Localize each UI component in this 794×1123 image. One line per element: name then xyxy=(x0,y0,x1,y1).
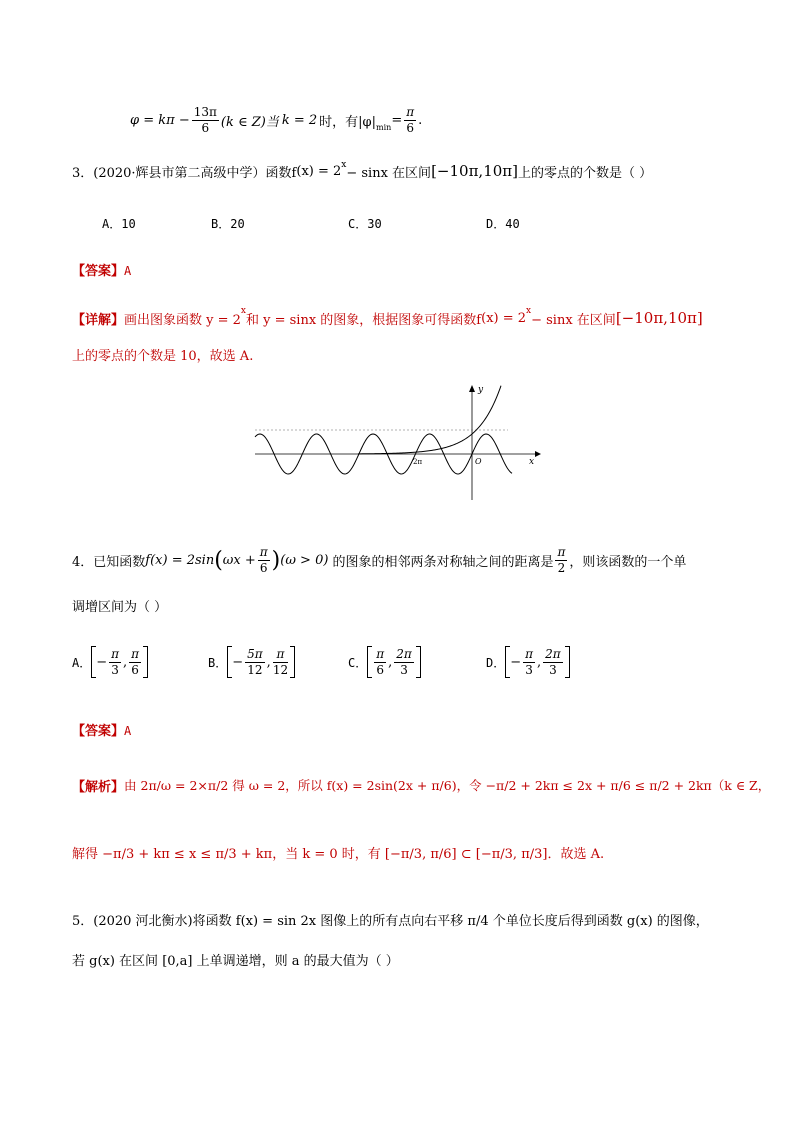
fraction-denominator: 12 xyxy=(272,662,289,677)
fraction-numerator: π xyxy=(273,647,288,663)
q4-paren-close: ) xyxy=(271,547,281,573)
q4-option-fraction xyxy=(109,647,121,678)
tick-label: 2π xyxy=(413,458,423,466)
right-bracket xyxy=(416,646,421,678)
fraction-numerator: π xyxy=(131,646,140,661)
fraction-denominator: 3 xyxy=(525,662,533,677)
minus-sign: − xyxy=(510,654,522,670)
q4-option-fraction xyxy=(245,647,265,678)
left-bracket xyxy=(367,646,372,678)
minus-sign: − xyxy=(232,654,244,670)
q4-option-label: C． xyxy=(348,655,368,670)
q3-rest: − sinx 在区间 xyxy=(346,165,432,181)
fraction-numerator: π xyxy=(525,646,534,661)
q4-frac-pi-2 xyxy=(555,545,567,576)
q4-option-fraction xyxy=(374,647,386,678)
q4-stem-line2: 调增区间为（ ） xyxy=(72,600,168,615)
fraction-denominator: 3 xyxy=(400,662,408,677)
q4-text-c: ，则该函数的一个单 xyxy=(569,554,687,570)
y-label: y xyxy=(478,385,484,395)
q4-frac-pi-6 xyxy=(258,545,270,576)
q3-detail-a: 画出图象函数 y = 2 xyxy=(124,312,241,328)
q4-paren-open: ( xyxy=(214,547,223,573)
fraction-numerator: π xyxy=(376,646,385,661)
q4-option-c xyxy=(348,642,421,682)
q4-analysis-line2: 解得 −π/3 + kπ ≤ x ≤ π/3 + kπ，当 k = 0 时，有 [−π/3, π/6] ⊂ [−π/3, π/3]．故选 A. xyxy=(72,847,605,862)
q4-fx: f(x) = 2sin xyxy=(145,552,215,568)
top-formula xyxy=(130,100,422,140)
fraction-numerator: 2π xyxy=(396,646,412,661)
frac-num: 13π xyxy=(193,104,217,119)
comma: , xyxy=(123,654,128,670)
q4-option-fraction xyxy=(543,647,563,678)
fraction-denominator: 3 xyxy=(111,662,119,677)
q3-answer-tag: 【答案】 xyxy=(72,264,125,279)
min-sub: min xyxy=(376,123,392,132)
q4-answer-tag: 【答案】 xyxy=(72,724,125,739)
q4-option-fraction xyxy=(523,647,535,678)
fraction-numerator: 5π xyxy=(247,646,263,661)
comma: , xyxy=(388,654,393,670)
q4-arg: ωx + xyxy=(222,552,256,568)
q3-detail-b: 和 y = sinx 的图象，根据图象可得函数f xyxy=(246,312,482,328)
minus-sign: − xyxy=(96,654,108,670)
exp-curve xyxy=(358,386,501,454)
fraction-numerator: π xyxy=(111,646,120,661)
q4-option-label: B． xyxy=(208,655,228,670)
q4-answer-value: A xyxy=(124,724,132,738)
phi-eq: φ = kπ − xyxy=(130,112,190,128)
q4-option-label: D． xyxy=(486,655,506,670)
q4-options xyxy=(72,642,632,682)
fraction-denominator: 6 xyxy=(131,662,139,677)
comma: , xyxy=(266,654,271,670)
right-bracket xyxy=(565,646,570,678)
comma: , xyxy=(537,654,542,670)
q3-detail-tag: 【详解】 xyxy=(72,312,125,328)
frac-den: 6 xyxy=(201,120,210,135)
q3-detail-d: − sinx 在区间 xyxy=(531,312,616,328)
q4-d-den: 2 xyxy=(557,560,566,575)
q4-cond: (ω > 0) xyxy=(280,552,329,568)
q3-option-c: C．30 xyxy=(348,217,382,231)
fraction-pi-6 xyxy=(404,105,416,136)
k-cond: (k ∈ Z)当 xyxy=(220,114,279,130)
x-axis-arrow xyxy=(535,451,541,457)
q3-fx: (x) = 2 xyxy=(296,163,342,179)
fraction-numerator: 2π xyxy=(545,646,561,661)
q3-answer xyxy=(72,260,131,279)
fraction-denominator: 3 xyxy=(549,662,557,677)
q3-detail-line1 xyxy=(72,306,703,330)
q4-analysis-tag: 【解析】 xyxy=(72,779,125,795)
q4-option-fraction xyxy=(394,647,414,678)
q3-option-d: D．40 xyxy=(486,217,520,231)
end-dot: . xyxy=(418,112,423,128)
q3-detail-sup: x xyxy=(240,306,246,316)
q4-analysis-text1: 由 2π/ω = 2×π/2 得 ω = 2，所以 f(x) = 2sin(2x + π/6)，令 −π/2 + 2kπ ≤ 2x + π/6 ≤ π/2 + 2kπ（k ∈ Z， xyxy=(124,778,771,793)
q3-detail-c: (x) = 2 xyxy=(481,310,527,326)
q4-prefix: 4．已知函数 xyxy=(72,554,146,570)
fraction-13pi-6 xyxy=(192,105,219,136)
q4-option-fraction xyxy=(129,647,141,678)
eq-sign: = xyxy=(391,112,403,128)
q4-option-fraction xyxy=(273,647,288,678)
q4-stem-line1 xyxy=(72,540,686,580)
q3-interval: [−10π,10π] xyxy=(431,162,518,180)
res-den: 6 xyxy=(406,120,414,135)
q4-option-b xyxy=(208,642,295,682)
right-bracket xyxy=(143,646,148,678)
x-label: x xyxy=(529,457,535,467)
q4-analysis-line1 xyxy=(72,765,770,805)
q4-option-d xyxy=(486,642,570,682)
res-num: π xyxy=(406,104,415,119)
q3-prefix: 3．(2020·辉县市第二高级中学）函数f xyxy=(72,165,297,181)
q3-detail-line2: 上的零点的个数是 10，故选 A. xyxy=(72,349,254,364)
fraction-denominator: 6 xyxy=(376,662,384,677)
q4-answer xyxy=(72,720,131,739)
q3-stem xyxy=(72,160,652,182)
q4-option-label: A． xyxy=(72,655,92,670)
q4-d-num: π xyxy=(557,544,566,559)
q3-detail-sup2: x xyxy=(526,306,532,316)
q4-frac-num: π xyxy=(259,544,268,559)
k-eq: k = 2 xyxy=(281,112,318,128)
q3-suffix: 上的零点的个数是（ ） xyxy=(518,165,653,181)
abs-phi: 时，有|φ| xyxy=(319,114,377,130)
y-axis-arrow xyxy=(469,385,475,392)
q4-option-a xyxy=(72,642,148,682)
fraction-denominator: 12 xyxy=(247,662,263,677)
q3-graph xyxy=(250,382,546,507)
q5-line1: 5．(2020 河北衡水)将函数 f(x) = sin 2x 图像上的所有点向右平移 π/4 个单位长度后得到函数 g(x) 的图像， xyxy=(72,914,709,929)
q4-frac-den: 6 xyxy=(259,560,268,575)
q5-line2: 若 g(x) 在区间 [0,a] 上单调递增，则 a 的最大值为（ ） xyxy=(72,954,399,969)
origin-label: O xyxy=(475,457,482,466)
q3-option-b: B．20 xyxy=(211,217,245,231)
q3-detail-interval: [−10π,10π] xyxy=(615,309,703,327)
q3-sup: x xyxy=(341,160,347,170)
q4-text-b: 的图象的相邻两条对称轴之间的距离是 xyxy=(332,554,554,570)
right-bracket xyxy=(290,646,295,678)
q3-answer-value: A xyxy=(124,264,132,278)
q3-option-a: A．10 xyxy=(102,217,136,231)
